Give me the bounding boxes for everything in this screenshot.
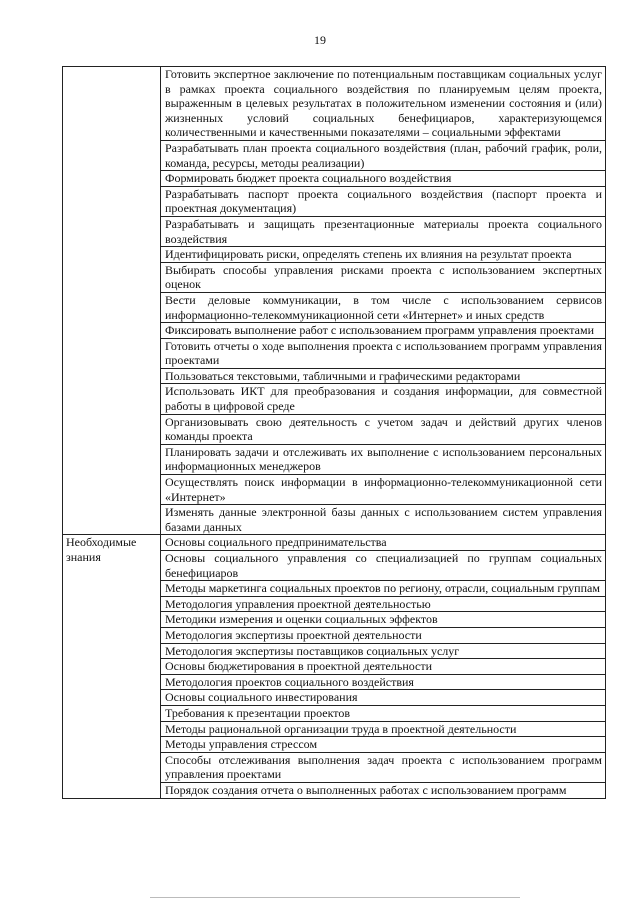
skill-row <box>63 67 606 141</box>
page-bottom-edge <box>150 897 520 898</box>
skill-item: Пользоваться текстовыми, табличными и графическими редакторами <box>161 368 606 384</box>
skill-item: Изменять данные электронной базы данных с использованием систем управления базами данных <box>161 505 606 535</box>
skill-item: Формировать бюджет проекта социального воздействия <box>161 171 606 187</box>
knowledge-item: Основы социального предпринимательства <box>161 535 606 551</box>
skill-item: Планировать задачи и отслеживать их выполнение с использованием персональных информационных менеджеров <box>161 444 606 474</box>
knowledge-item: Методология экспертизы проектной деятельности <box>161 627 606 643</box>
skill-item: Готовить отчеты о ходе выполнения проекта с использованием программ управления проектами <box>161 338 606 368</box>
knowledge-section-label: Необходимые знания <box>63 535 161 798</box>
knowledge-item: Способы отслеживания выполнения задач проекта с использованием программ управления проектами <box>161 752 606 782</box>
skill-item: Организовывать свою деятельность с учетом задач и действий других членов команды проекта <box>161 414 606 444</box>
knowledge-item: Основы бюджетирования в проектной деятельности <box>161 659 606 675</box>
skill-item: Разрабатывать план проекта социального воздействия (план, рабочий график, роли, команда, ресурсы, методы реализации) <box>161 140 606 170</box>
knowledge-item: Методы рациональной организации труда в проектной деятельности <box>161 721 606 737</box>
knowledge-item: Методология проектов социального воздействия <box>161 674 606 690</box>
knowledge-row <box>63 535 606 551</box>
skill-item: Вести деловые коммуникации, в том числе с использованием сервисов информационно-телекоммуникационной сети «Интернет» и иных средств <box>161 292 606 322</box>
knowledge-item: Основы социального инвестирования <box>161 690 606 706</box>
skill-item: Выбирать способы управления рисками проекта с использованием экспертных оценок <box>161 262 606 292</box>
knowledge-item: Методы управления стрессом <box>161 737 606 753</box>
skill-item: Разрабатывать и защищать презентационные материалы проекта социального воздействия <box>161 216 606 246</box>
requirements-table <box>62 66 606 799</box>
skills-section-label <box>63 67 161 535</box>
knowledge-item: Требования к презентации проектов <box>161 705 606 721</box>
knowledge-item: Методология управления проектной деятельностью <box>161 596 606 612</box>
skill-item: Осуществлять поиск информации в информационно-телекоммуникационной сети «Интернет» <box>161 475 606 505</box>
knowledge-item: Методология экспертизы поставщиков социальных услуг <box>161 643 606 659</box>
knowledge-item: Основы социального управления со специализацией по группам социальных бенефициаров <box>161 551 606 581</box>
page-number: 19 <box>314 33 326 47</box>
skill-item: Разрабатывать паспорт проекта социального воздействия (паспорт проекта и проектная документация) <box>161 186 606 216</box>
skill-item: Использовать ИКТ для преобразования и создания информации, для совместной работы в цифровой среде <box>161 384 606 414</box>
knowledge-item: Порядок создания отчета о выполненных работах с использованием программ <box>161 782 606 798</box>
skill-item: Готовить экспертное заключение по потенциальным поставщикам социальных услуг в рамках проекта социального воздействия по планируемым целям проекта, выраженным в целевых результатах в положительном изменении состояния и (или) жизненных условий социальных бенефициаров, характеризующемся количественными и качественными показателями – социальными эффектами <box>161 67 606 141</box>
skill-item: Фиксировать выполнение работ с использованием программ управления проектами <box>161 323 606 339</box>
knowledge-item: Методы маркетинга социальных проектов по региону, отрасли, социальным группам <box>161 581 606 597</box>
knowledge-item: Методики измерения и оценки социальных эффектов <box>161 612 606 628</box>
requirements-table-body <box>63 67 606 799</box>
skill-item: Идентифицировать риски, определять степень их влияния на результат проекта <box>161 247 606 263</box>
